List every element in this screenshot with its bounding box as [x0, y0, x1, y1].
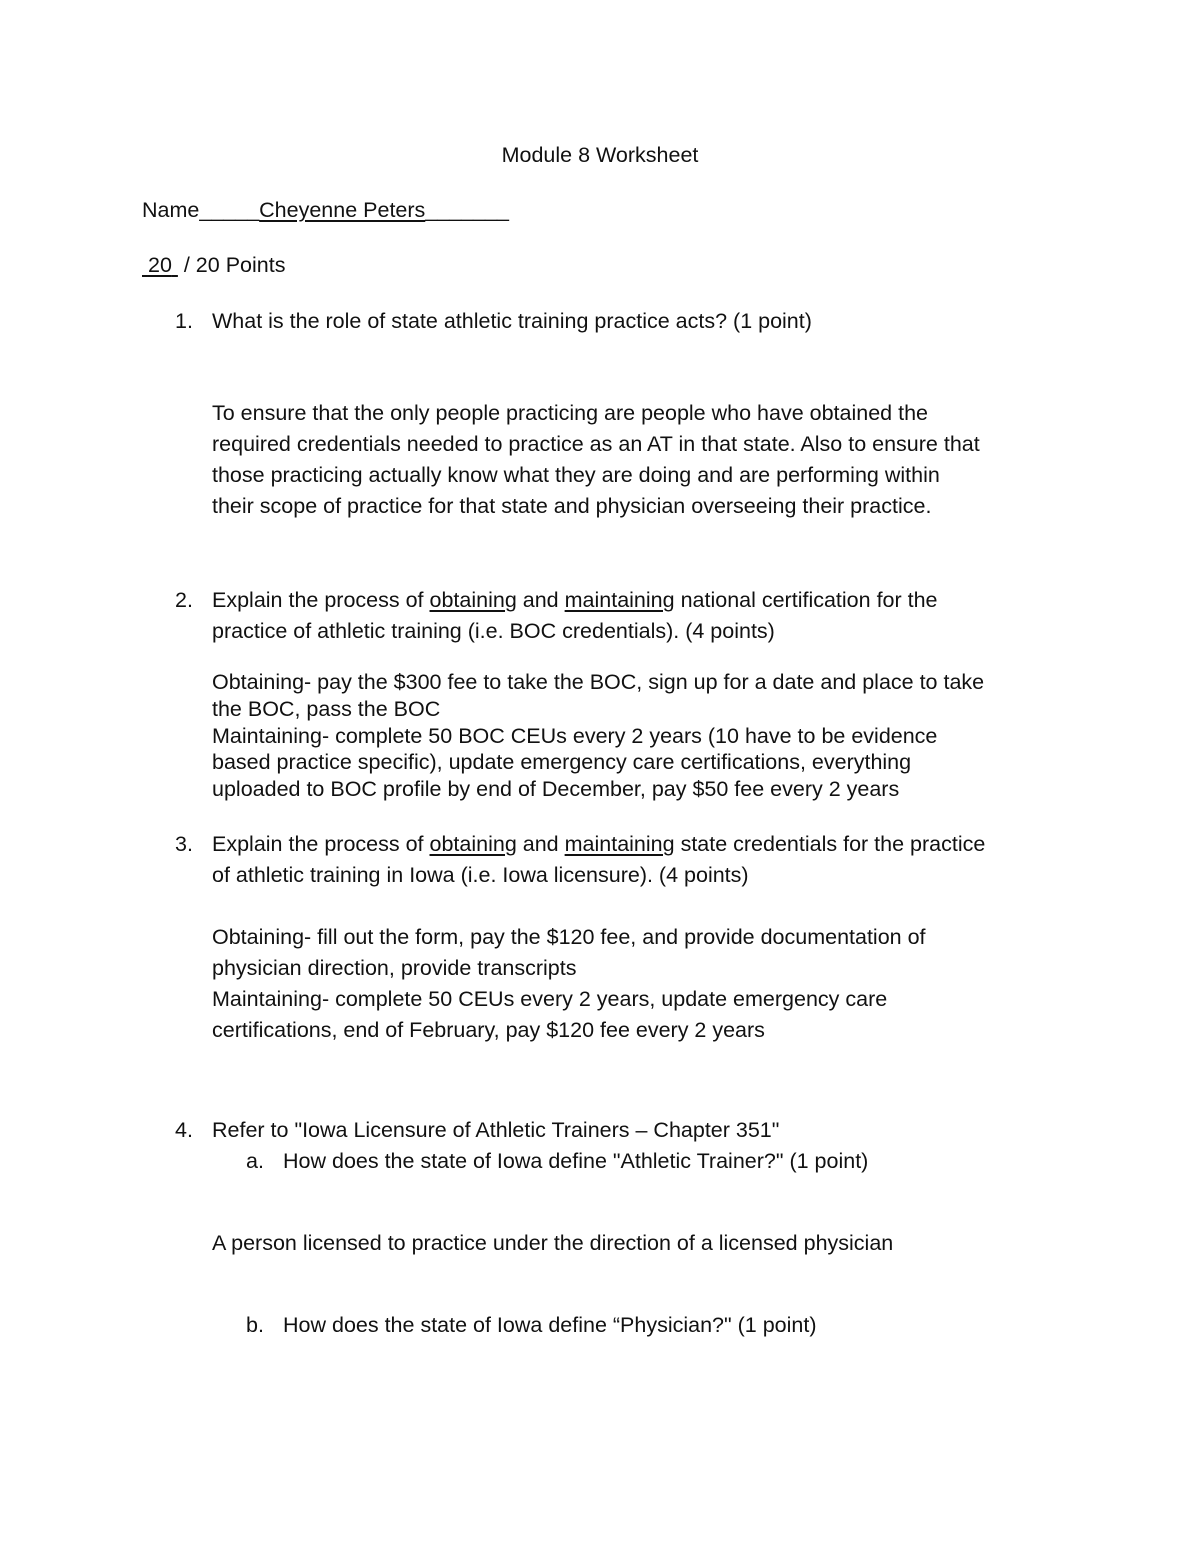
question-3-line-1: Explain the process of obtaining and maintaining state credentials for the practice	[212, 832, 986, 856]
question-4-text: Refer to "Iowa Licensure of Athletic Trainers – Chapter 351"	[212, 1118, 780, 1142]
question-4a-text: How does the state of Iowa define "Athletic Trainer?" (1 point)	[283, 1149, 869, 1173]
maintaining-underlined: maintaining	[564, 588, 675, 612]
page-title: Module 8 Worksheet	[501, 143, 699, 167]
obtaining-underlined: obtaining	[429, 832, 517, 856]
answer-2-line-5: uploaded to BOC profile by end of December, pay $50 fee every 2 years	[212, 777, 900, 801]
question-1-number: 1.	[175, 309, 193, 333]
answer-3-line-2: physician direction, provide transcripts	[212, 956, 577, 980]
answer-2-line-2: the BOC, pass the BOC	[212, 697, 441, 721]
question-1-text: What is the role of state athletic training practice acts? (1 point)	[212, 309, 812, 333]
obtaining-underlined: obtaining	[429, 588, 517, 612]
score-total: / 20 Points	[177, 253, 286, 277]
name-blank-after: _______	[425, 198, 509, 222]
answer-3-line-3: Maintaining- complete 50 CEUs every 2 years, update emergency care	[212, 987, 888, 1011]
answer-1-line-4: their scope of practice for that state and physician overseeing their practice.	[212, 494, 932, 518]
name-blank-before: _____	[199, 198, 260, 222]
name-label: Name	[142, 198, 200, 222]
question-2-line-2: practice of athletic training (i.e. BOC credentials). (4 points)	[212, 619, 775, 643]
question-4b-letter: b.	[246, 1313, 264, 1337]
answer-1-line-3: those practicing actually know what they are doing and are performing within	[212, 463, 940, 487]
question-4-number: 4.	[175, 1118, 193, 1142]
answer-2-line-3: Maintaining- complete 50 BOC CEUs every 2 years (10 have to be evidence	[212, 724, 938, 748]
score-line	[142, 255, 285, 277]
question-4a-letter: a.	[246, 1149, 264, 1173]
answer-2-line-4: based practice specific), update emergency care certifications, everything	[212, 750, 912, 774]
question-2-number: 2.	[175, 588, 193, 612]
student-name: Cheyenne Peters	[259, 198, 426, 222]
question-3-number: 3.	[175, 832, 193, 856]
answer-4a: A person licensed to practice under the direction of a licensed physician	[212, 1231, 894, 1255]
answer-3-line-4: certifications, end of February, pay $120 fee every 2 years	[212, 1018, 765, 1042]
answer-1-line-2: required credentials needed to practice as an AT in that state. Also to ensure that	[212, 432, 980, 456]
score-value: 20	[147, 253, 172, 277]
question-2-line-1: Explain the process of obtaining and maintaining national certification for the	[212, 588, 938, 612]
name-line	[142, 200, 509, 222]
answer-2-line-1: Obtaining- pay the $300 fee to take the BOC, sign up for a date and place to take	[212, 670, 985, 694]
maintaining-underlined: maintaining	[564, 832, 675, 856]
question-4b-text: How does the state of Iowa define “Physician?" (1 point)	[283, 1313, 817, 1337]
answer-1-line-1: To ensure that the only people practicing are people who have obtained the	[212, 401, 928, 425]
answer-3-line-1: Obtaining- fill out the form, pay the $120 fee, and provide documentation of	[212, 925, 926, 949]
question-3-line-2: of athletic training in Iowa (i.e. Iowa licensure). (4 points)	[212, 863, 749, 887]
